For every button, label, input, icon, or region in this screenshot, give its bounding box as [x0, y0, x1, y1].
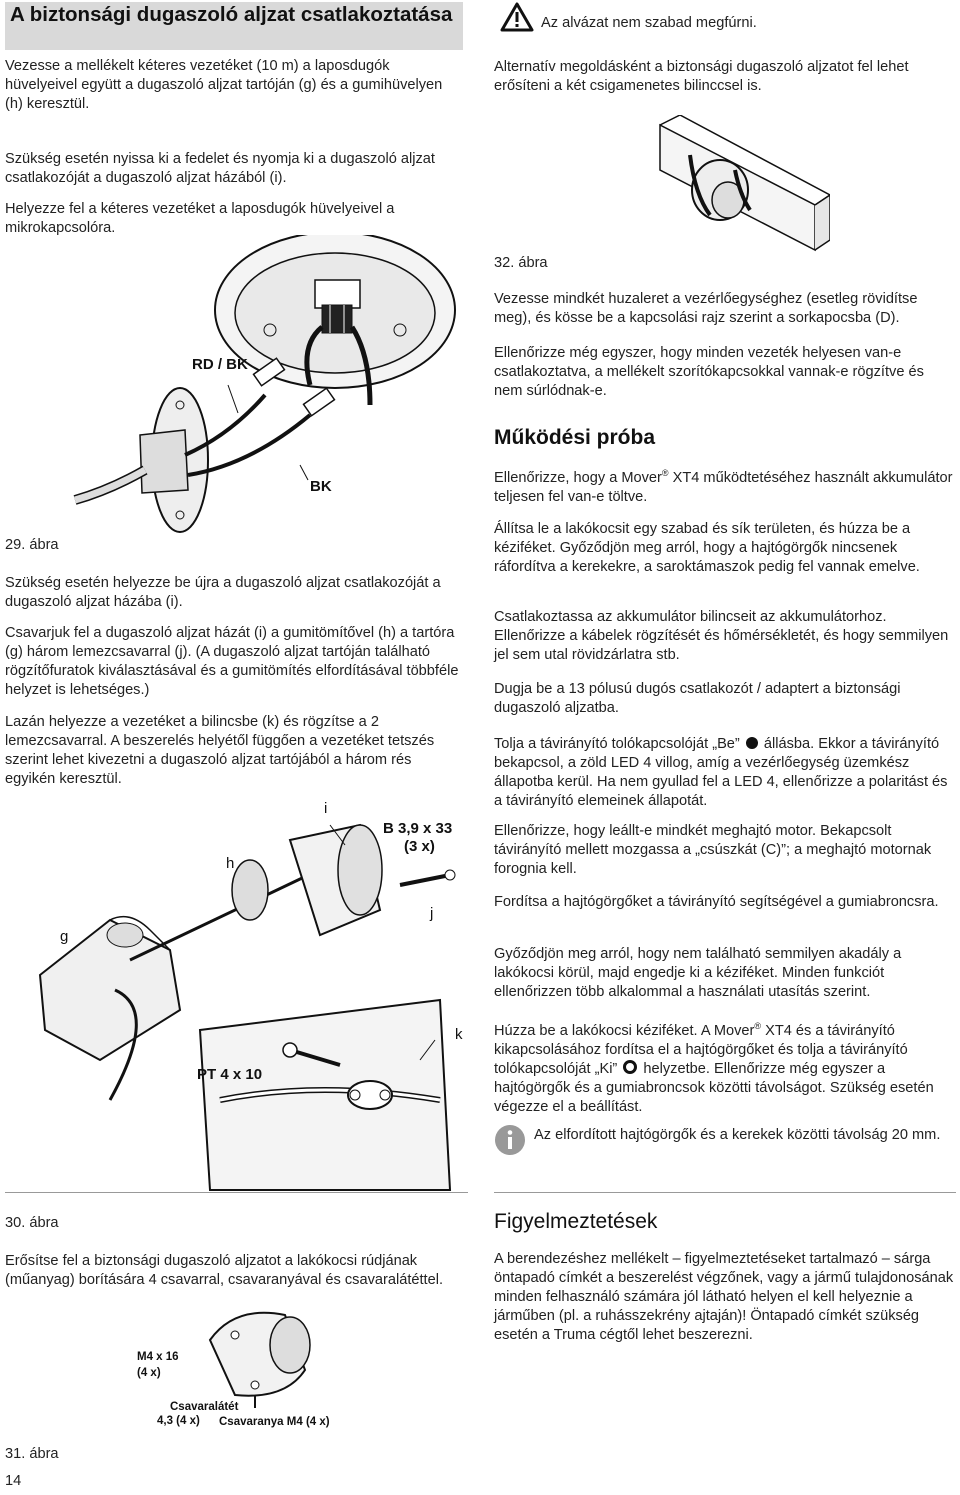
paragraph-test-rollers: Fordítsa a hajtógörgőket a távirányító segítségével a gumiabroncsra. [494, 894, 939, 910]
label-b-screw: B 3,9 x 33 [383, 820, 453, 837]
paragraph-warning-label: A berendezéshez mellékelt – figyelmeztetéseket tartalmazó – sárga öntapadó címkét a beszerelést végzőnek, vagy a jármű tulajdonosának minden felhasználó számára jól látható helyen el kell helyeznie a járműben (pl. a ruhásszekrény ajtaján)! Öntapadó címkét szükség esetén a Truma cégtől lehet beszerezni. [494, 1251, 954, 1343]
label-rd-bk: RD / BK [192, 356, 248, 373]
paragraph-test-park: Állítsa le a lakókocsit egy szabad és sík területen, és húzza be a kéziféket. Győződjön meg arról, hogy a hajtógörgők nincsenek ráfordítva a kerekekre, a saroktámaszok pedig fel vannak emelve. [494, 521, 920, 575]
warning-icon [500, 2, 534, 32]
paragraph-test-plug: Dugja be a 13 pólusú dugós csatlakozót / adaptert a biztonsági dugaszoló aljzatba. [494, 681, 901, 716]
figure-30-caption: 30. ábra [5, 1215, 59, 1231]
info-text: Az elfordított hajtógörgők és a kerekek közötti távolság 20 mm. [534, 1127, 941, 1143]
paragraph-route-cable: Vezesse a mellékelt kéteres vezetéket (10 m) a laposdugók hüvelyeivel együtt a dugaszoló aljzat tartóján (g) és a gumihüvelyen (h) keresztül. [5, 58, 443, 112]
label-g: g [60, 928, 69, 945]
paragraph-alternative: Alternatív megoldásként a biztonsági dugaszoló aljzatot fel lehet erősíteni a két csigamenetes bilinccsel is. [494, 59, 909, 94]
paragraph-screw-housing: Csavarjuk fel a dugaszoló aljzat házát (i) a gumitömítővel (h) a tartóra (g) három lemezcsavarral (j). (A dugaszoló aljzat tartóján található rögzítőfuratok kiválasztásával és a gumitömítés elfordításával többféle helyzet is lehetséges.) [5, 625, 459, 698]
label-j: j [430, 905, 434, 922]
divider-right [494, 1192, 956, 1193]
heading-warnings: Figyelmeztetések [494, 1210, 658, 1233]
divider [5, 1192, 468, 1193]
paragraph-cable-clamp: Lazán helyezze a vezetéket a bilincsbe (k) és rögzítse a 2 lemezcsavarral. A beszerelés helyétől függően a vezetéket tetszés szerint lehet kivezetni a dugaszoló aljzat tartójából a három rés egyikén keresztül. [5, 714, 435, 787]
paragraph-check-wiring: Ellenőrizze még egyszer, hogy minden vezeték helyesen van-e csatlakoztatva, a mellékelt szorítókapcsokkal vannak-e rögzítve és nem súrlódnak-e. [494, 345, 924, 399]
paragraph-test-battery: Ellenőrizze, hogy a Mover® XT4 működtetéséhez használt akkumulátor teljesen fel van-e töltve. [494, 468, 953, 505]
label-b-count: (3 x) [404, 838, 435, 855]
figure-29-caption: 29. ábra [5, 537, 59, 553]
paragraph-test-motors: Ellenőrizze, hogy leállt-e mindkét meghajtó motor. Bekapcsolt távirányító mellett mozgassa a „csúszkát (C)”; a meghajtó motornak forognia kell. [494, 823, 932, 877]
heading-function-test: Működési próba [494, 426, 656, 449]
figure-32-caption: 32. ábra [494, 255, 548, 271]
label-i: i [324, 800, 328, 817]
label-m4-count: (4 x) [137, 1367, 161, 1379]
warning-text: Az alvázat nem szabad megfúrni. [541, 15, 757, 31]
figure-31-illustration [195, 1300, 325, 1410]
label-h: h [226, 855, 235, 872]
paragraph-mount-socket: Erősítse fel a biztonsági dugaszoló aljzatot a lakókocsi rúdjának (műanyag) borítására 4 csavarral, csavaranyával és csavaralátéttel. [5, 1253, 444, 1288]
paragraph-test-remote-on: Tolja a távirányító tolókapcsolóját „Be” állásba. Ekkor a távirányító bekapcsol, a zöld LED 4 villog, amíg a vezérlőegység üzemkész állapotba kerül. Ha nem gyullad fel a LED 4, ellenőrizze a polaritást és a távirányító elemeinek állapotát. [494, 736, 948, 809]
on-position-icon [746, 737, 758, 749]
paragraph-test-off: Húzza be a lakókocsi kéziféket. A Mover® XT4 és a távirányító kikapcsolásához fordítsa el a hajtógörgőket és tolja a távirányító tolókapcsolóját „Ki” helyzetbe. Ellenőrizze még egyszer a hajtógörgők és a gumiabroncsok közötti távolságot. Szükség esetén végezze el a beállítást. [494, 1021, 934, 1115]
label-k: k [455, 1026, 463, 1043]
paragraph-reinsert: Szükség esetén helyezze be újra a dugaszoló aljzat csatlakozóját a dugaszoló aljzat házába (i). [5, 575, 441, 610]
page-number: 14 [5, 1473, 22, 1489]
figure-30-illustration [20, 800, 470, 1200]
label-washer-size: 4,3 (4 x) [157, 1415, 200, 1427]
paragraph-test-clamps: Csatlakoztassa az akkumulátor bilincseit az akkumulátorhoz. Ellenőrizze a kábelek rögzítését és hőmérsékletét, és hogy semmilyen jel sem utal rövidzárlatra stb. [494, 609, 949, 663]
paragraph-connect-wires: Vezesse mindkét huzaleret a vezérlőegységhez (esetleg rövidítse meg), és kösse be a kapcsolási rajz szerint a sorkapocsba (D). [494, 291, 918, 326]
paragraph-attach-microswitch: Helyezze fel a kéteres vezetéket a laposdugók hüvelyeivel a mikrokapcsolóra. [5, 201, 395, 236]
info-icon [494, 1124, 526, 1156]
title-block [5, 2, 463, 50]
label-bk: BK [310, 478, 332, 495]
paragraph-open-cover: Szükség esetén nyissa ki a fedelet és nyomja ki a dugaszoló aljzat csatlakozóját a dugaszoló aljzat házából (i). [5, 151, 435, 186]
figure-32-illustration [640, 115, 830, 255]
figure-29-illustration [60, 235, 480, 545]
paragraph-test-obstacles: Győződjön meg arról, hogy nem található semmilyen akadály a lakókocsi körül, majd engedje ki a kéziféket. Minden funkciót ellenőrizzen több alkalommal a használati utasítás szerint. [494, 946, 902, 1000]
figure-31-caption: 31. ábra [5, 1446, 59, 1462]
label-m4-screw: M4 x 16 [137, 1351, 179, 1363]
page-title: A biztonsági dugaszoló aljzat csatlakoztatása [10, 3, 453, 26]
off-position-icon [623, 1060, 637, 1074]
label-washer: Csavaralátét [170, 1401, 239, 1413]
label-pt-screw: PT 4 x 10 [197, 1066, 263, 1083]
label-nut: Csavaranya M4 (4 x) [219, 1416, 330, 1428]
